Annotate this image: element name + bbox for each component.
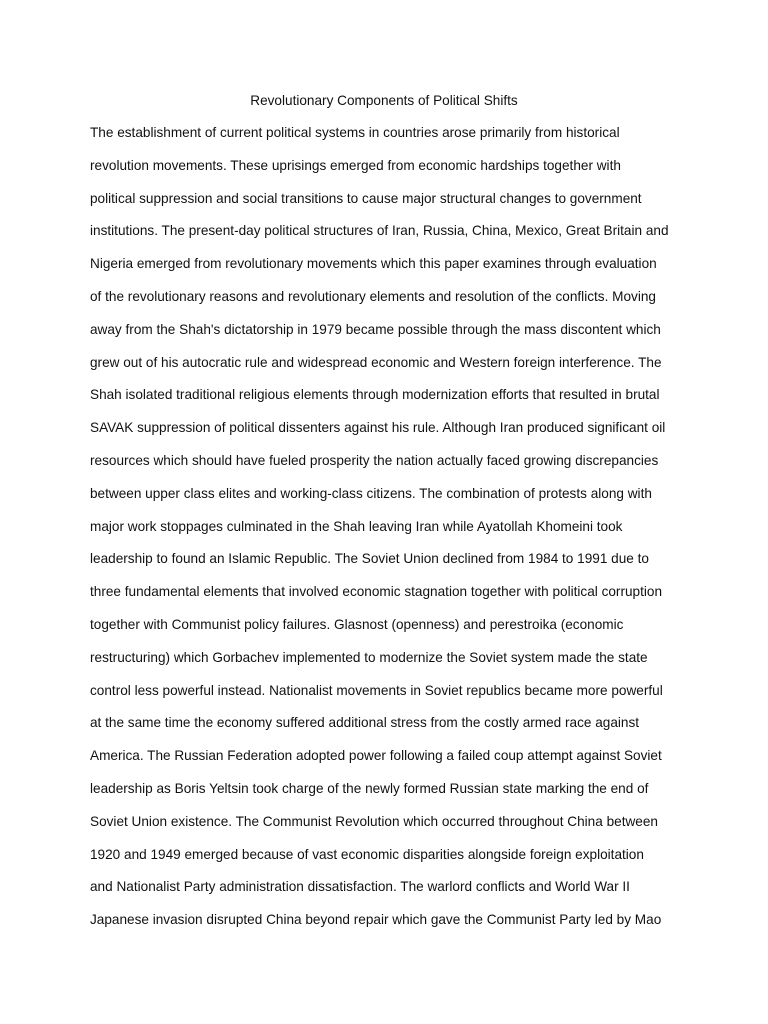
body-line: leadership to found an Islamic Republic. The Soviet Union declined from 1984 to 1991 due to: [90, 551, 649, 567]
body-line: Shah isolated traditional religious elements through modernization efforts that resulted in brutal: [90, 387, 660, 403]
body-line: institutions. The present-day political structures of Iran, Russia, China, Mexico, Great Britain and: [90, 223, 669, 239]
body-line: major work stoppages culminated in the Shah leaving Iran while Ayatollah Khomeini took: [90, 518, 623, 534]
body-line: revolution movements. These uprisings emerged from economic hardships together with: [90, 157, 621, 173]
body-line: Soviet Union existence. The Communist Revolution which occurred throughout China between: [90, 813, 658, 829]
body-line: grew out of his autocratic rule and widespread economic and Western foreign interference. The: [90, 354, 662, 370]
document-title: Revolutionary Components of Political Shifts: [250, 93, 518, 108]
body-line: between upper class elites and working-class citizens. The combination of protests along with: [90, 485, 652, 501]
body-line: Nigeria emerged from revolutionary movements which this paper examines through evaluation: [90, 256, 657, 272]
body-line: of the revolutionary reasons and revolutionary elements and resolution of the conflicts. Moving: [90, 288, 656, 304]
body-line: Japanese invasion disrupted China beyond repair which gave the Communist Party led by Mao: [90, 912, 662, 928]
body-line: three fundamental elements that involved economic stagnation together with political corruption: [90, 584, 663, 600]
body-line: away from the Shah's dictatorship in 1979 became possible through the mass discontent which: [90, 321, 661, 337]
body-line: resources which should have fueled prosperity the nation actually faced growing discrepancies: [90, 452, 659, 468]
body-line: 1920 and 1949 emerged because of vast economic disparities alongside foreign exploitation: [90, 846, 644, 862]
body-line: political suppression and social transitions to cause major structural changes to government: [90, 190, 642, 206]
body-line: and Nationalist Party administration dissatisfaction. The warlord conflicts and World War II: [90, 879, 630, 895]
body-line: together with Communist policy failures. Glasnost (openness) and perestroika (economic: [90, 616, 624, 632]
body-line: at the same time the economy suffered additional stress from the costly armed race against: [90, 715, 640, 731]
body-line: The establishment of current political systems in countries arose primarily from historical: [90, 125, 620, 140]
body-line: leadership as Boris Yeltsin took charge of the newly formed Russian state marking the end of: [90, 780, 649, 796]
body-line: SAVAK suppression of political dissenters against his rule. Although Iran produced significant oil: [90, 420, 666, 436]
document-body: [90, 125, 690, 945]
body-line: America. The Russian Federation adopted power following a failed coup attempt against Soviet: [90, 748, 662, 764]
body-line: restructuring) which Gorbachev implemented to modernize the Soviet system made the state: [90, 649, 648, 665]
body-line: control less powerful instead. Nationalist movements in Soviet republics became more powerful: [90, 682, 663, 698]
